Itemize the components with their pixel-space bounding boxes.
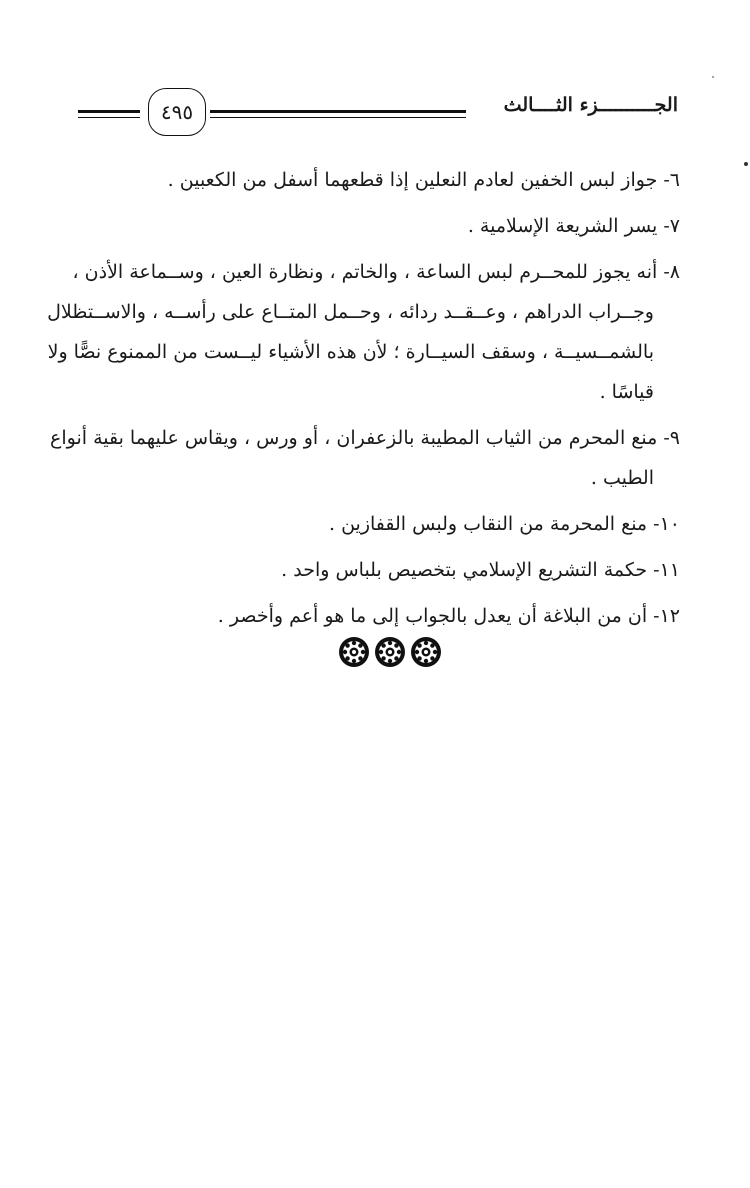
- list-item: [47, 252, 680, 412]
- item-text: ١٠- منع المحرمة من النقاب ولبس القفازين .: [328, 513, 680, 535]
- rosette-icon: [410, 636, 442, 668]
- item-text-continued: وجــراب الدراهم ، وعــقــد ردائه ، وحــمل المتــاع على رأســه ، والاســتظلال: [47, 301, 654, 323]
- item-text: ٩- منع المحرم من الثياب المطيبة بالزعفران ، أو ورس ، ويقاس عليهما بقية أنواع: [50, 427, 680, 449]
- item-text: ٧- يسر الشريعة الإسلامية .: [467, 215, 680, 237]
- scan-speck: [712, 76, 714, 78]
- item-text-continued: قياسًا .: [599, 381, 654, 403]
- item-text: ١١- حكمة التشريع الإسلامي بتخصيص بلباس واحد .: [281, 559, 680, 581]
- item-text: ٨- أنه يجوز للمحــرم لبس الساعة ، والخاتم ، ونظارة العين ، وســماعة الأذن ،: [72, 261, 680, 283]
- scan-speck: [744, 162, 748, 166]
- item-text: ١٢- أن من البلاغة أن يعدل بالجواب إلى ما هو أعم وأخصر .: [217, 605, 680, 627]
- lessons-list: [47, 160, 680, 642]
- list-item: [70, 206, 680, 246]
- part-title: الجــــــــــزء الثــــالث: [503, 94, 678, 116]
- page-number: ٤٩٥: [148, 88, 206, 136]
- list-item: [70, 160, 680, 200]
- item-text: ٦- جواز لبس الخفين لعادم النعلين إذا قطعهما أسفل من الكعبين .: [167, 169, 680, 191]
- rosette-icon: [338, 636, 370, 668]
- section-end-ornament: [338, 636, 442, 670]
- header-rule-left: [78, 110, 140, 118]
- page-header: [78, 78, 678, 150]
- list-item: [70, 550, 680, 590]
- rosette-icon: [374, 636, 406, 668]
- item-text-continued: الطيب .: [590, 467, 654, 489]
- item-text-continued: بالشمــسيــة ، وسقف السيــارة ؛ لأن هذه الأشياء ليــست من الممنوع نصًّا ولا: [47, 341, 654, 363]
- list-item: [70, 504, 680, 544]
- list-item: [50, 418, 680, 498]
- header-rule-right: [210, 110, 466, 118]
- list-item: [70, 596, 680, 636]
